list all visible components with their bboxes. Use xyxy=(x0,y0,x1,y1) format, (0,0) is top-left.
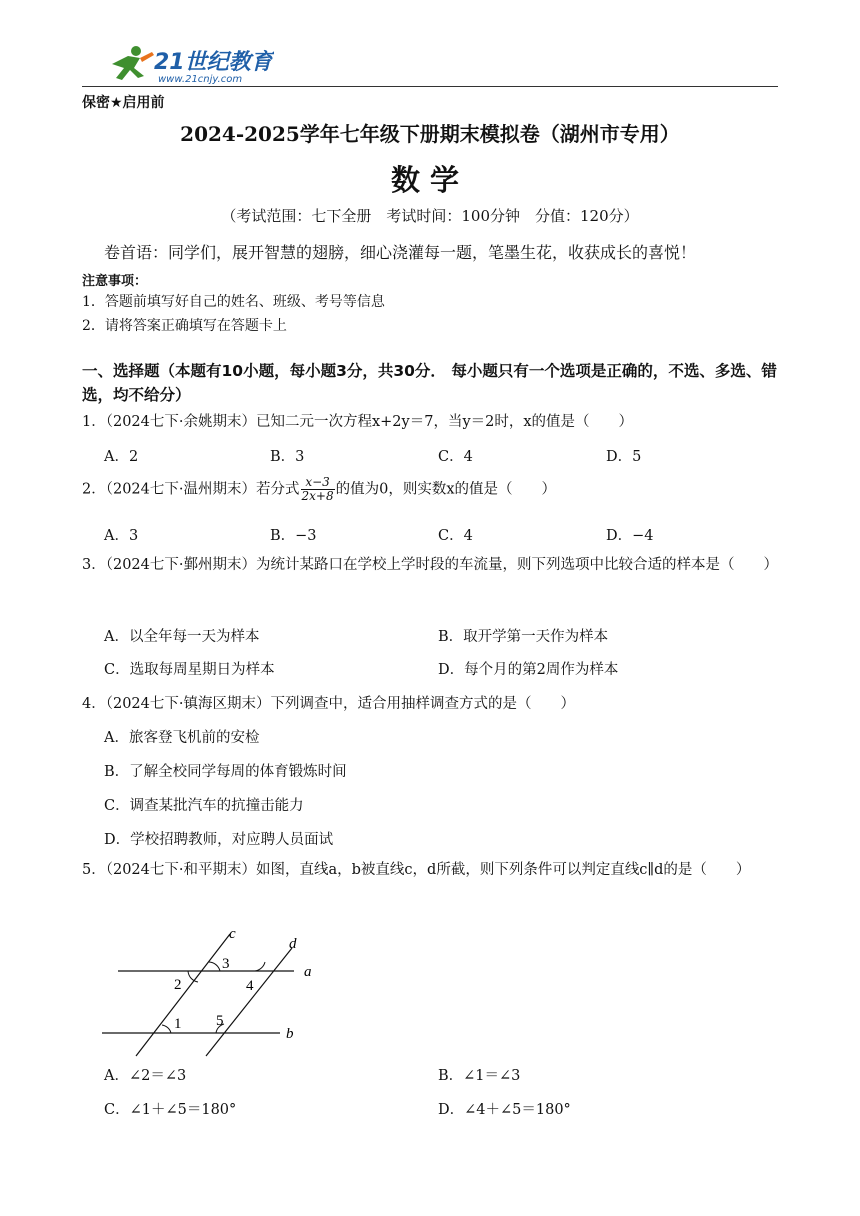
runner-icon xyxy=(112,46,154,80)
angle-4-arc xyxy=(255,962,265,971)
question-4-option-c: C．调查某批汽车的抗撞击能力 xyxy=(104,798,304,814)
fraction xyxy=(301,476,335,503)
fraction-denominator: 2x+8 xyxy=(301,489,334,503)
question-5-option-b: B．∠1＝∠3 xyxy=(438,1068,521,1084)
logo-brand-text: 21世纪教育 xyxy=(154,50,273,75)
question-1: 1．（2024七下·余姚期末）已知二元一次方程x+2y＝7，当y＝2时，x的值是（ ） xyxy=(82,414,634,430)
question-3-option-a: A．以全年每一天为样本 xyxy=(104,629,260,645)
logo-url-text: www.21cnjy.com xyxy=(158,74,243,85)
question-1-option-b: B．3 xyxy=(270,449,305,465)
header-divider xyxy=(82,86,778,87)
question-3-option-c: C．选取每周星期日为样本 xyxy=(104,662,275,678)
question-5-figure xyxy=(96,922,326,1060)
label-d: d xyxy=(289,936,297,952)
note-item: 2．请将答案正确填写在答题卡上 xyxy=(82,318,287,334)
confidential-label: 保密★启用前 xyxy=(82,95,165,111)
question-5-option-d: D．∠4＋∠5＝180° xyxy=(438,1102,571,1118)
question-2-option-c: C．4 xyxy=(438,528,473,544)
question-5-option-c: C．∠1＋∠5＝180° xyxy=(104,1102,237,1118)
question-1-option-d: D．5 xyxy=(606,449,642,465)
section-heading: 一、选择题（本题有10小题，每小题3分，共30分． 每小题只有一个选项是正确的，不选、多选、错选，均不给分） xyxy=(82,362,777,404)
question-5: 5．（2024七下·和平期末）如图，直线a，b被直线c，d所截，则下列条件可以判定直线c∥d的是（ ） xyxy=(82,862,751,878)
exam-title: 2024-2025学年七年级下册期末模拟卷（湖州市专用） xyxy=(180,122,680,146)
question-2-option-b: B．−3 xyxy=(270,528,317,544)
question-5-option-a: A．∠2＝∠3 xyxy=(104,1068,187,1084)
angle-label-1: 1 xyxy=(174,1016,182,1032)
notes-title: 注意事项： xyxy=(82,274,148,289)
angle-3-arc xyxy=(209,962,220,971)
subject-title: 数学 xyxy=(390,163,469,197)
question-3-option-b: B．取开学第一天作为样本 xyxy=(438,629,609,645)
label-b: b xyxy=(286,1026,294,1042)
question-1-option-c: C．4 xyxy=(438,449,473,465)
question-1-option-a: A．2 xyxy=(104,449,139,465)
note-item: 1．答题前填写好自己的姓名、班级、考号等信息 xyxy=(82,294,385,310)
question-4-option-a: A．旅客登飞机前的安检 xyxy=(104,730,260,746)
label-a: a xyxy=(304,964,312,980)
line-d xyxy=(206,948,292,1056)
question-2-stem: 2．（2024七下·温州期末）若分式 xyxy=(82,481,300,498)
question-4-option-d: D．学校招聘教师，对应聘人员面试 xyxy=(104,832,334,848)
question-3-option-d: D．每个月的第2周作为样本 xyxy=(438,662,619,678)
exam-motto: 卷首语：同学们，展开智慧的翅膀，细心浇灌每一题，笔墨生花，收获成长的喜悦！ xyxy=(104,243,697,262)
exam-scope: （考试范围：七下全册 考试时间：100分钟 分值：120分） xyxy=(221,207,639,225)
angle-1-arc xyxy=(162,1025,171,1033)
question-2 xyxy=(82,476,556,503)
question-2-option-a: A．3 xyxy=(104,528,139,544)
fraction-numerator: x−3 xyxy=(301,476,335,490)
label-c: c xyxy=(229,926,236,942)
question-2-stem-end: 的值为0，则实数x的值是（ ） xyxy=(335,481,556,498)
angle-label-2: 2 xyxy=(174,977,182,993)
question-2-option-d: D．−4 xyxy=(606,528,654,544)
question-4-option-b: B．了解全校同学每周的体育锻炼时间 xyxy=(104,764,347,780)
angle-label-3: 3 xyxy=(222,956,230,972)
question-3: 3．（2024七下·鄞州期末）为统计某路口在学校上学时段的车流量，则下列选项中比较合适的样本是（ ） xyxy=(82,557,778,573)
angle-label-4: 4 xyxy=(246,978,254,994)
brand-logo xyxy=(104,42,274,86)
angle-label-5: 5 xyxy=(216,1013,224,1029)
question-4: 4．（2024七下·镇海区期末）下列调查中，适合用抽样调查方式的是（ ） xyxy=(82,696,575,712)
line-c xyxy=(136,934,230,1056)
